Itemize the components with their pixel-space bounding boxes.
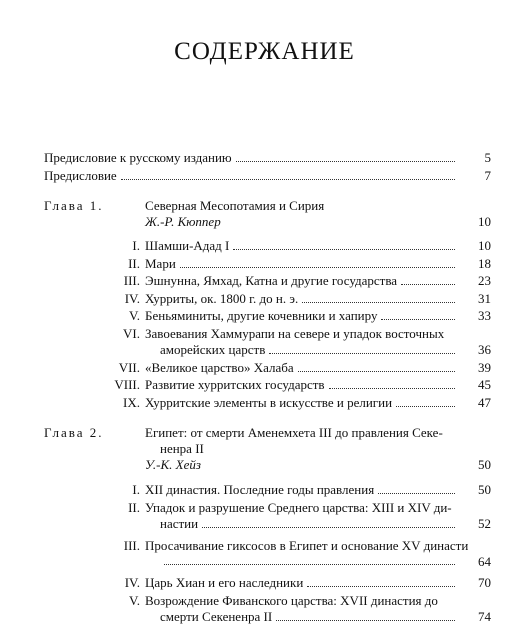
chapter-author: У.-К. Хейз	[145, 457, 201, 472]
entry-page: 10	[478, 238, 491, 253]
toc-entry[interactable]	[145, 308, 459, 324]
leader-dots	[401, 274, 455, 285]
entry-text-continued: аморейских царств	[160, 342, 266, 357]
entry-page: 52	[478, 516, 491, 531]
toc-entry[interactable]	[145, 273, 459, 289]
toc-entry[interactable]	[160, 342, 459, 358]
toc-entry[interactable]	[44, 168, 459, 184]
entry-text-continued: смерти Секененра II	[160, 609, 273, 624]
entry-text-continued: настии	[160, 516, 199, 531]
entry-text: Развитие хурритских государств	[145, 377, 325, 392]
entry-page: 45	[478, 377, 491, 392]
entry-text: Хурриты, ок. 1800 г. до н. э.	[145, 291, 299, 306]
entry-text: Шамши-Адад I	[145, 238, 230, 253]
leader-dots	[202, 517, 455, 528]
entry-page: 10	[478, 214, 491, 229]
toc-entry[interactable]	[160, 516, 459, 532]
item-number: II.	[128, 256, 140, 271]
chapter-title: Северная Месопотамия и Сирия	[145, 198, 325, 213]
toc-entry[interactable]	[145, 575, 459, 591]
leader-dots	[276, 610, 455, 621]
entry-text: Хурритские элементы в искусстве и религии	[145, 395, 393, 410]
leader-dots	[396, 396, 455, 407]
leader-dots	[378, 483, 455, 494]
item-number: VIII.	[114, 377, 140, 392]
entry-page: 70	[478, 575, 491, 590]
item-number: II.	[128, 500, 140, 515]
leader-dots	[180, 257, 455, 268]
entry-page: 5	[484, 150, 491, 165]
toc-entry[interactable]	[145, 377, 459, 393]
entry-text: «Великое царство» Халаба	[145, 360, 294, 375]
leader-dots	[381, 309, 455, 320]
toc-entry[interactable]	[145, 291, 459, 307]
page-title: СОДЕРЖАНИЕ	[174, 38, 355, 65]
entry-text[interactable]: Просачивание гиксосов в Египет и основание XV династи	[145, 538, 469, 553]
item-number: VII.	[118, 360, 140, 375]
entry-page: 18	[478, 256, 491, 271]
entry-text: Царь Хиан и его наследники	[145, 575, 304, 590]
toc-entry[interactable]	[145, 482, 459, 498]
entry-text: XII династия. Последние годы правления	[145, 482, 375, 497]
leader-dots	[302, 292, 455, 303]
item-number: VI.	[123, 326, 140, 341]
item-number: I.	[132, 482, 140, 497]
chapter-title: Египет: от смерти Аменемхета III до правления Секе-	[145, 425, 443, 440]
item-number: V.	[129, 593, 140, 608]
entry-text: Мари	[145, 256, 176, 271]
leader-dots	[298, 361, 455, 372]
leader-dots	[121, 169, 455, 180]
chapter-title-continued: ненра II	[160, 441, 204, 456]
entry-page: 39	[478, 360, 491, 375]
entry-text: Беньяминиты, другие кочевники и хапиру	[145, 308, 378, 323]
entry-page: 47	[478, 395, 491, 410]
entry-text[interactable]: Завоевания Хаммурапи на севере и упадок восточных	[145, 326, 445, 341]
entry-page: 33	[478, 308, 491, 323]
entry-text: Эшнунна, Ямхад, Катна и другие государства	[145, 273, 398, 288]
leader-dots	[329, 378, 455, 389]
entry-text: Предисловие к русскому изданию	[44, 150, 232, 165]
entry-page: 23	[478, 273, 491, 288]
entry-page: 64	[478, 554, 491, 569]
leader-dots	[164, 554, 455, 565]
leader-dots	[233, 239, 455, 250]
item-number: III.	[123, 538, 140, 553]
item-number: V.	[129, 308, 140, 323]
entry-page: 36	[478, 342, 491, 357]
entry-page: 31	[478, 291, 491, 306]
chapter-label: Глава 2.	[44, 425, 104, 440]
item-number: IX.	[123, 395, 140, 410]
toc-entry[interactable]	[145, 395, 459, 411]
leader-dots	[307, 576, 455, 587]
chapter-label: Глава 1.	[44, 198, 104, 213]
item-number: IV.	[124, 291, 140, 306]
item-number: IV.	[124, 575, 140, 590]
entry-text[interactable]: Возрождение Фиванского царства: XVII династия до	[145, 593, 438, 608]
toc-entry[interactable]	[145, 238, 459, 254]
leader-dots	[269, 343, 455, 354]
entry-page: 50	[478, 457, 491, 472]
chapter-author: Ж.-Р. Кюппер	[145, 214, 221, 229]
entry-page: 50	[478, 482, 491, 497]
leader-dots	[236, 151, 455, 162]
entry-text[interactable]: Упадок и разрушение Среднего царства: XIII и XIV ди-	[145, 500, 452, 515]
item-number: III.	[123, 273, 140, 288]
toc-entry[interactable]	[44, 150, 459, 166]
item-number: I.	[132, 238, 140, 253]
entry-page: 74	[478, 609, 491, 624]
toc-entry[interactable]	[160, 554, 459, 570]
entry-page: 7	[484, 168, 491, 183]
toc-entry[interactable]	[145, 256, 459, 272]
toc-entry[interactable]	[160, 609, 459, 625]
toc-entry[interactable]	[145, 360, 459, 376]
entry-text: Предисловие	[44, 168, 117, 183]
